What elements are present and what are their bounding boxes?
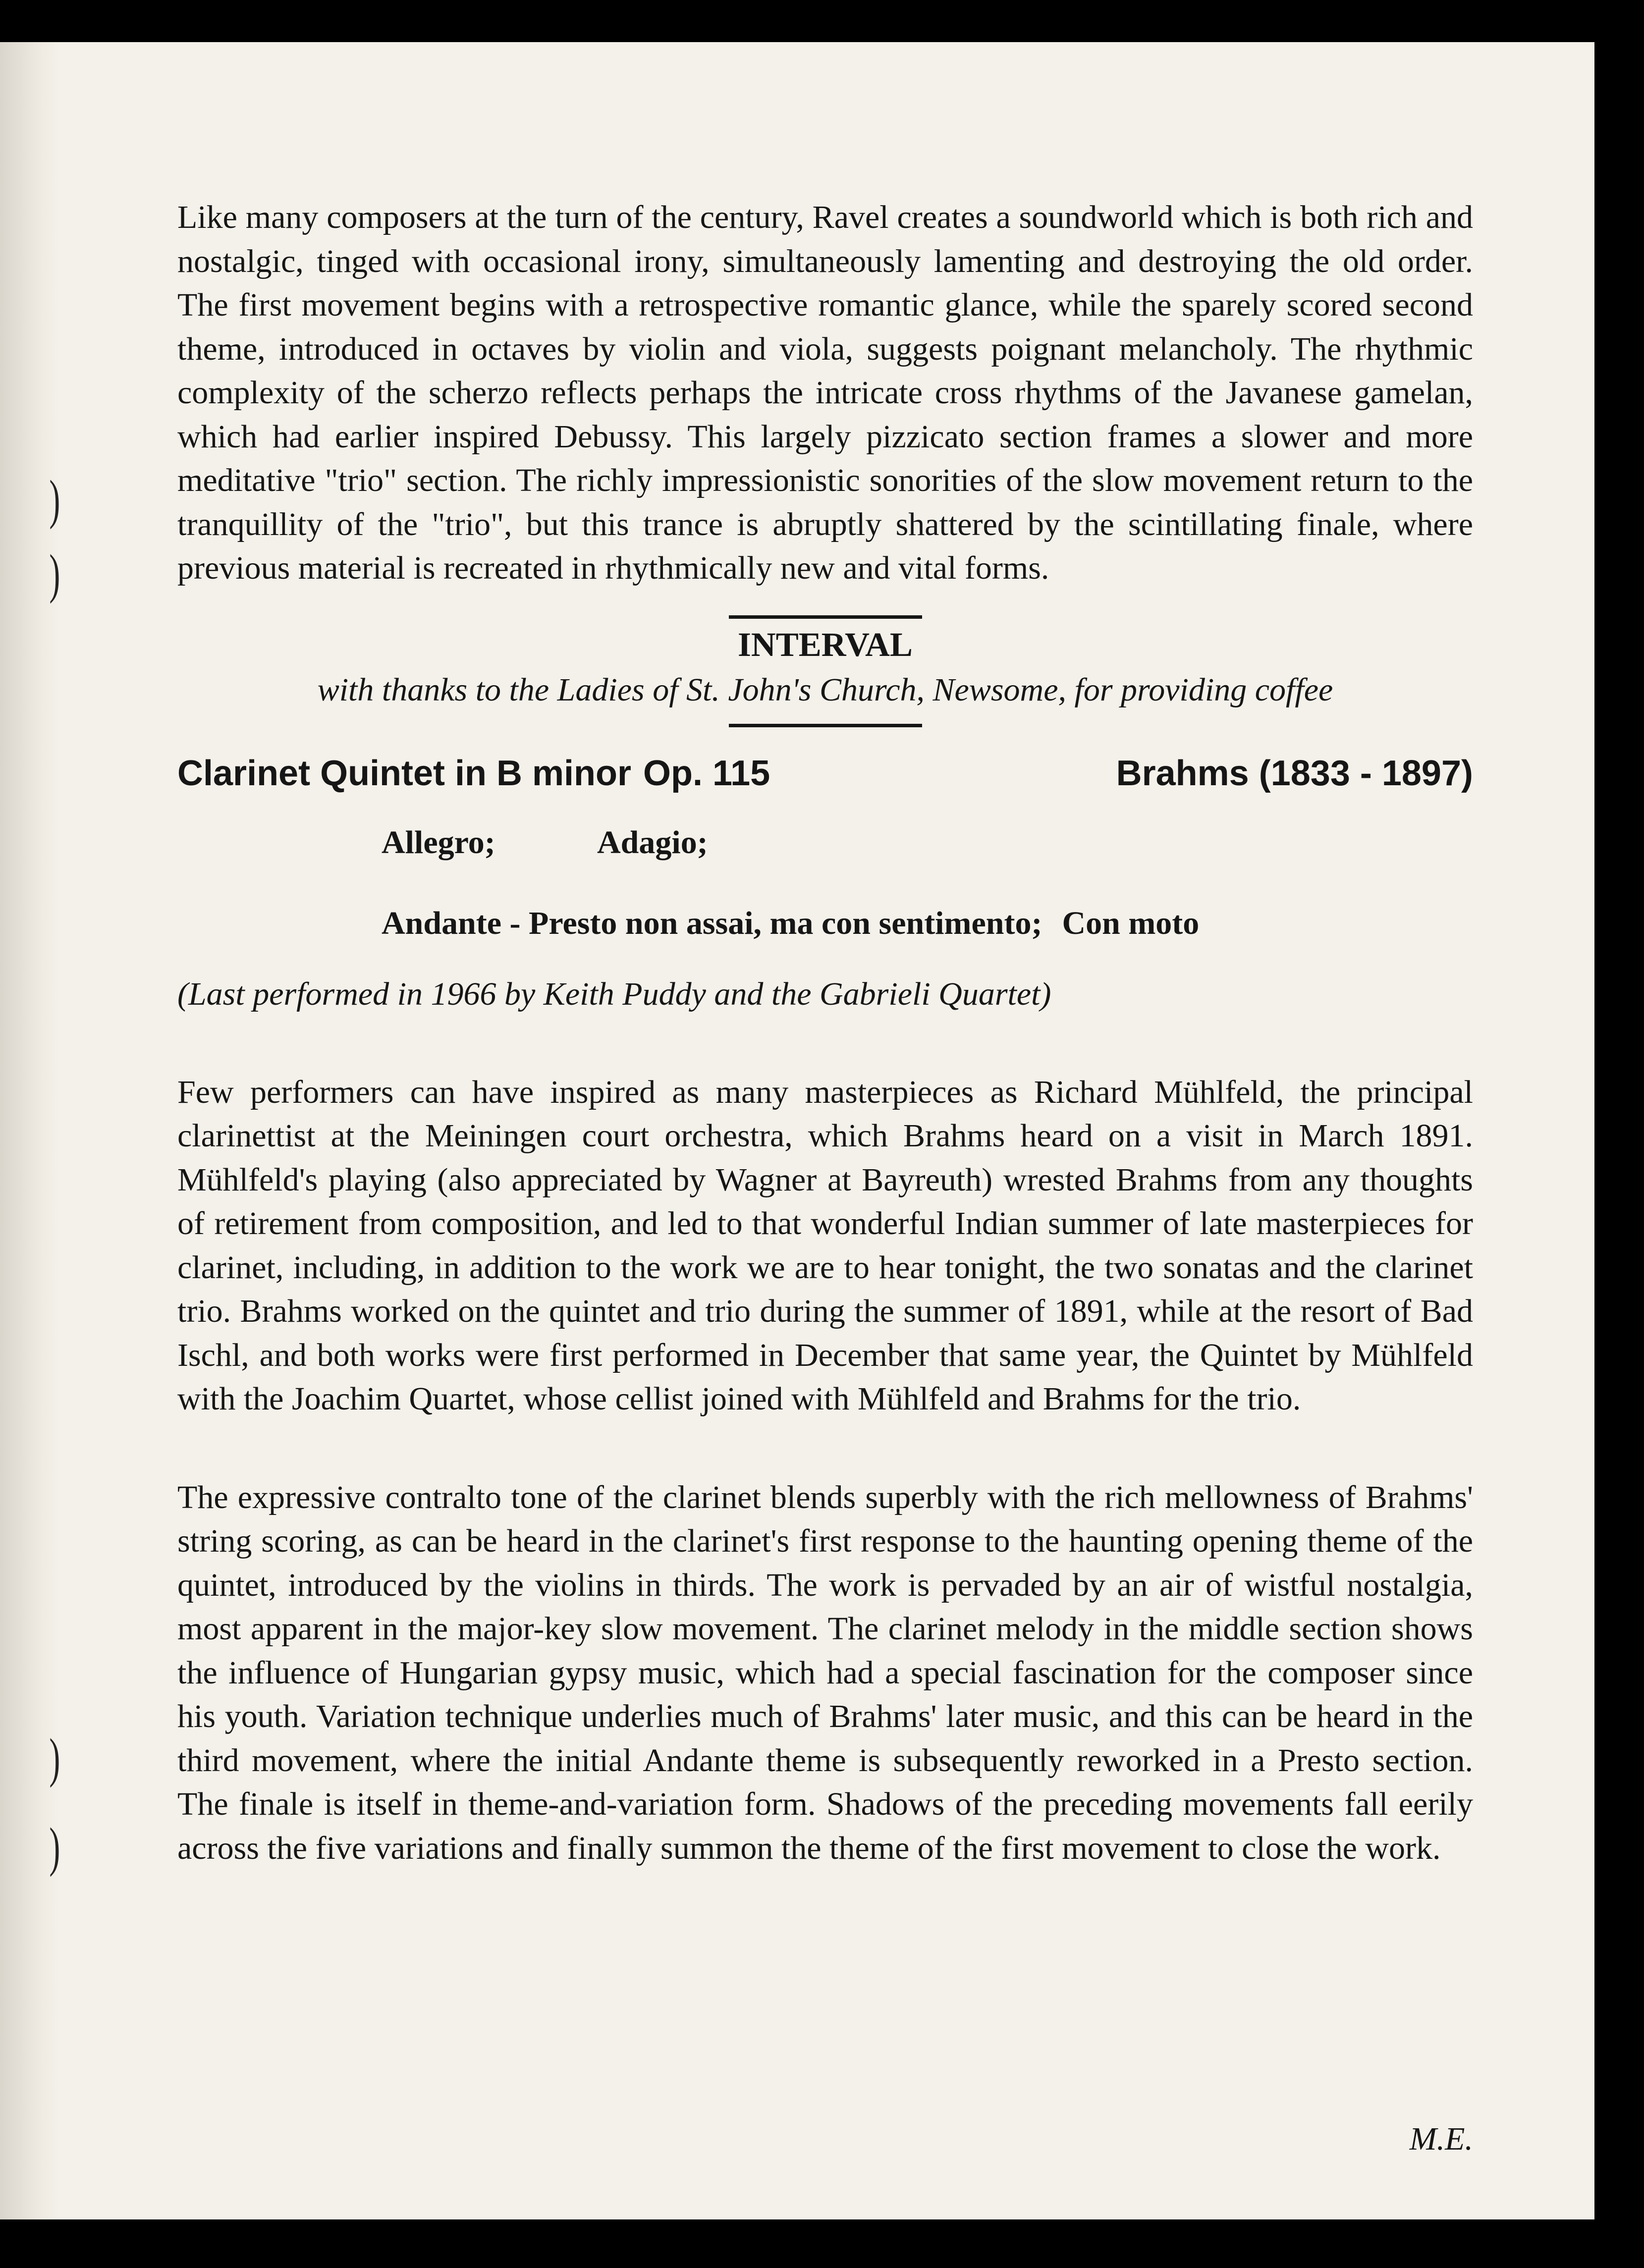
ravel-programme-note: Like many composers at the turn of the century, Ravel creates a soundworld which is both rich and nostalgic, tinged with occasional irony, simultaneously lamenting and destroying the old order. The first movement begins with a retrospective romantic glance, while the sparely scored second theme, introduced in octaves by violin and viola, suggests poignant melancholy. The rhythmic complexity of the scherzo reflects perhaps the intricate cross rhythms of the Javanese gamelan, which had earlier inspired Debussy. This largely pizzicato section frames a slower and more meditative "trio" section. The richly impressionistic sonorities of the slow movement return to the tranquillity of the "trio", but this trance is abruptly shattered by the scintillating finale, where previous material is recreated in rhythmically new and vital forms. — [177, 199, 1473, 586]
programme-page — [0, 42, 1594, 2219]
work-title: Clarinet Quintet in B minor — [177, 753, 632, 793]
binding-hole-mark: ) — [49, 1817, 60, 1877]
work-composer: Brahms (1833 - 1897) — [1116, 753, 1473, 793]
work-title-group — [177, 753, 782, 794]
movement-item: Adagio; — [597, 824, 708, 861]
page-spine-shadow — [0, 42, 59, 2219]
movement-item: Con moto — [1062, 905, 1200, 941]
movement-item: Allegro; — [382, 824, 495, 861]
interval-bottom-rule — [729, 724, 922, 727]
brahms-programme-note-2: The expressive contralto tone of the clarinet blends superbly with the rich mellowness of Brahms' string scoring, as can be heard in the clarinet's first response to the haunting opening theme of the quintet, introduced by the violins in thirds. The work is pervaded by an air of wistful nostalgia, most apparent in the major-key slow movement. The clarinet melody in the middle section shows the influence of Hungarian gypsy music, which had a special fascination for the composer since his youth. Variation technique underlies much of Brahms' later music, and this can be heard in the third movement, where the initial Andante theme is subsequently reworked in a Presto section. The finale is itself in theme-and-variation form. Shadows of the preceding movements fall eerily across the five variations and finally summon the theme of the first movement to close the work. — [177, 1479, 1473, 1866]
movement-row — [382, 821, 1473, 864]
movement-item: Andante - Presto non assai, ma con sentimento; — [382, 905, 1042, 941]
movement-row — [382, 902, 1473, 945]
binding-hole-mark: ) — [49, 543, 60, 604]
brahms-programme-note-1: Few performers can have inspired as many masterpieces as Richard Mühlfeld, the principal clarinettist at the Meiningen court orchestra, which Brahms heard on a visit in March 1891. Mühlfeld's playing (also appreciated by Wagner at Bayreuth) wrested Brahms from any thoughts of retirement from composition, and led to that wonderful Indian summer of late masterpieces for clarinet, including, in addition to the work we are to hear tonight, the two sonatas and the clarinet trio. Brahms worked on the quintet and trio during the summer of 1891, while at the resort of Bad Ischl, and both works were first performed in December that same year, the Quintet by Mühlfeld with the Joachim Quartet, whose cellist joined with Mühlfeld and Brahms for the trio. — [177, 1074, 1473, 1417]
interval-top-rule — [729, 615, 922, 619]
binding-hole-mark: ) — [49, 1728, 60, 1788]
interval-section — [177, 615, 1473, 727]
work-heading — [177, 753, 1473, 794]
movement-list — [177, 821, 1473, 945]
interval-note: with thanks to the Ladies of St. John's Church, Newsome, for providing coffee — [317, 671, 1333, 708]
binding-hole-mark: ) — [49, 469, 60, 530]
page-content — [177, 196, 1473, 1870]
author-initials: M.E. — [1409, 2121, 1473, 2157]
work-opus: Op. 115 — [643, 753, 770, 793]
interval-title: INTERVAL — [738, 625, 913, 663]
performance-history-note: (Last performed in 1966 by Keith Puddy and the Gabrieli Quartet) — [177, 975, 1051, 1012]
